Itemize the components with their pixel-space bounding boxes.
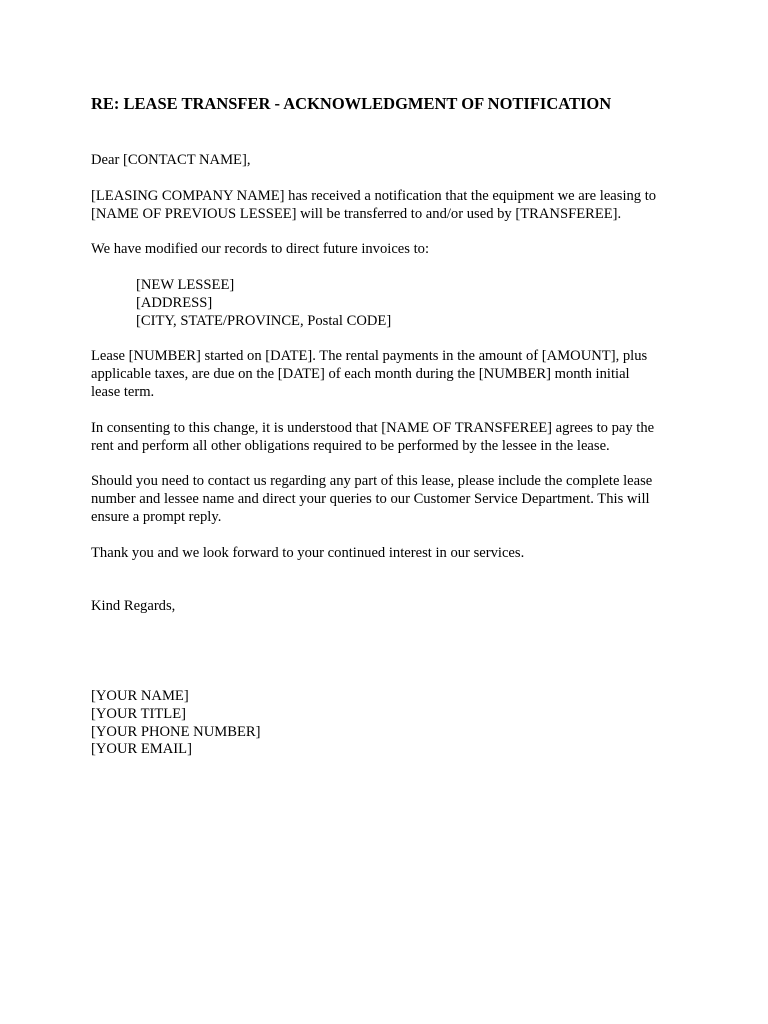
address-block <box>136 277 736 330</box>
signature-line: [YOUR NAME] <box>91 688 189 704</box>
paragraph-thanks: Thank you and we look forward to your continued interest in our services. <box>91 545 525 561</box>
paragraph-line: [LEASING COMPANY NAME] has received a notification that the equipment we are leasing to <box>91 188 657 204</box>
closing: Kind Regards, <box>91 598 176 614</box>
address-line: [ADDRESS] <box>136 294 213 311</box>
signature-line: [YOUR TITLE] <box>91 705 186 722</box>
signature-line: [YOUR PHONE NUMBER] <box>91 723 261 740</box>
signature-line: [YOUR EMAIL] <box>91 741 192 758</box>
paragraph-line: Lease [NUMBER] started on [DATE]. The rental payments in the amount of [AMOUNT], plus <box>91 348 648 364</box>
paragraph-line: [NAME OF PREVIOUS LESSEE] will be transferred to and/or used by [TRANSFEREE]. <box>91 205 622 222</box>
paragraph-line: applicable taxes, are due on the [DATE] of each month during the [NUMBER] month initial <box>91 365 630 382</box>
salutation: Dear [CONTACT NAME], <box>91 152 251 168</box>
signature-block <box>91 688 691 759</box>
paragraph-line: number and lessee name and direct your queries to our Customer Service Department. This will <box>91 490 650 507</box>
paragraph-lease-terms <box>91 348 691 401</box>
address-line: [NEW LESSEE] <box>136 277 235 293</box>
paragraph-notification <box>91 188 691 224</box>
paragraph-line: In consenting to this change, it is understood that [NAME OF TRANSFEREE] agrees to pay the <box>91 420 655 436</box>
paragraph-line: lease term. <box>91 383 155 400</box>
paragraph-line: ensure a prompt reply. <box>91 508 222 525</box>
paragraph-line: rent and perform all other obligations required to be performed by the lessee in the lease. <box>91 437 610 454</box>
paragraph-records: We have modified our records to direct future invoices to: <box>91 241 430 257</box>
paragraph-line: Should you need to contact us regarding any part of this lease, please include the complete lease <box>91 473 653 489</box>
letter-title: RE: LEASE TRANSFER - ACKNOWLEDGMENT OF NOTIFICATION <box>91 94 612 113</box>
paragraph-consent <box>91 420 691 456</box>
address-line: [CITY, STATE/PROVINCE, Postal CODE] <box>136 312 392 329</box>
paragraph-contact <box>91 473 691 526</box>
